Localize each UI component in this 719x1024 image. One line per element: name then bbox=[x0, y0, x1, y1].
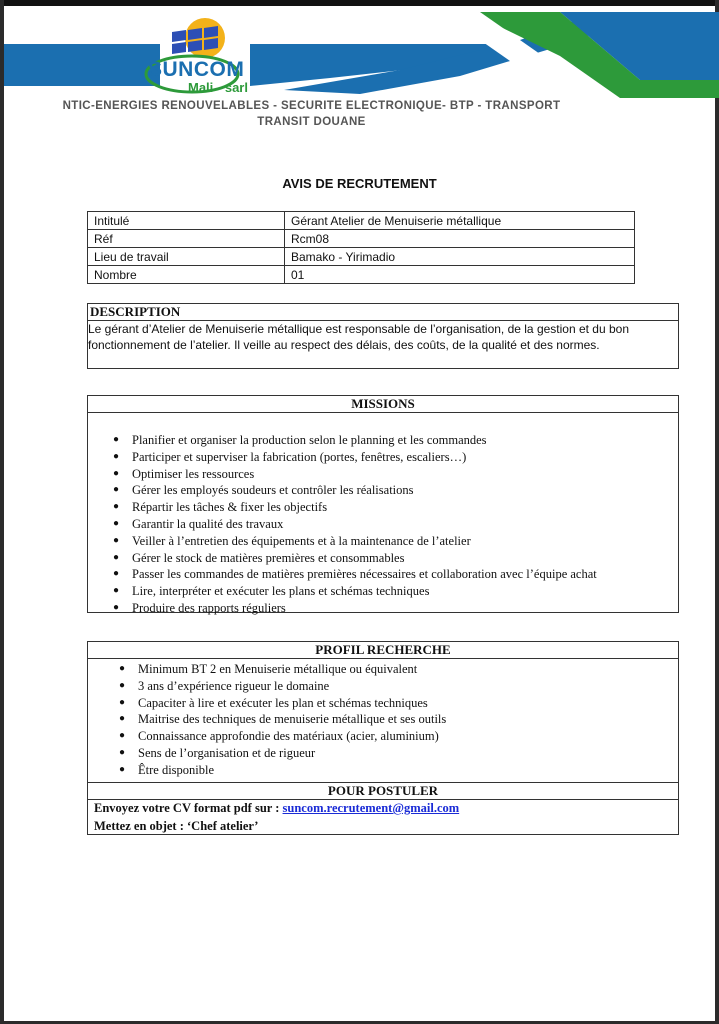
email-link[interactable]: suncom.recrutement@gmail.com bbox=[282, 801, 460, 815]
missions-section bbox=[87, 395, 679, 613]
description-text: Le gérant d’Atelier de Menuiserie métallique est responsable de l’organisation, de la gestion et du bon fonctionnement de l’atelier. Il veille au respect des délais, des coûts, de la qualité et des normes. bbox=[88, 322, 630, 352]
bullet-icon: ● bbox=[119, 663, 126, 674]
bullet-icon: ● bbox=[113, 551, 120, 563]
list-item: ● Produire des rapports réguliers bbox=[113, 600, 286, 615]
info-label: Réf bbox=[88, 230, 285, 248]
apply-heading: POUR POSTULER bbox=[88, 782, 678, 800]
info-value: Gérant Atelier de Menuiserie métallique bbox=[285, 212, 635, 230]
logo-wordmark: SUNCOM bbox=[148, 58, 245, 81]
list-item: ● Gérer les employés soudeurs et contrôler les réalisations bbox=[113, 483, 414, 498]
bullet-icon: ● bbox=[113, 517, 120, 529]
bullet-icon: ● bbox=[113, 534, 120, 546]
bullet-icon: ● bbox=[119, 746, 126, 758]
bullet-icon: ● bbox=[113, 467, 120, 479]
info-label: Intitulé bbox=[88, 212, 285, 230]
list-item: ● Minimum BT 2 en Menuiserie métallique ou équivalent bbox=[119, 662, 418, 676]
bullet-icon: ● bbox=[113, 434, 120, 445]
missions-list bbox=[113, 432, 597, 617]
list-item: ● Gérer le stock de matières premières et consommables bbox=[113, 550, 405, 565]
info-value: 01 bbox=[285, 266, 635, 284]
job-info-table bbox=[87, 211, 635, 284]
list-item: ● Lire, interpréter et exécuter les plans et schémas techniques bbox=[113, 584, 430, 599]
list-item: ● Passer les commandes de matières premières nécessaires et collaboration avec l’équipe achat bbox=[113, 567, 597, 582]
profile-list bbox=[119, 661, 447, 779]
info-value: Bamako - Yirimadio bbox=[285, 248, 635, 266]
info-label: Lieu de travail bbox=[88, 248, 285, 266]
info-label: Nombre bbox=[88, 266, 285, 284]
table-row bbox=[88, 248, 635, 266]
bullet-icon: ● bbox=[119, 679, 126, 691]
list-item: ● Garantir la qualité des travaux bbox=[113, 516, 284, 531]
bullet-icon: ● bbox=[113, 484, 120, 496]
list-item: ● Être disponible bbox=[119, 762, 215, 777]
table-row bbox=[88, 230, 635, 248]
right-border bbox=[715, 0, 719, 1024]
company-tagline: NTIC-ENERGIES RENOUVELABLES - SECURITE ELECTRONIQUE- BTP - TRANSPORT bbox=[62, 100, 561, 112]
list-item: ● Participer et superviser la fabrication (portes, fenêtres, escaliers…) bbox=[113, 449, 467, 464]
header-swoosh bbox=[0, 6, 719, 106]
list-item: ● Répartir les tâches & fixer les objectifs bbox=[113, 500, 328, 515]
bullet-icon: ● bbox=[113, 450, 120, 462]
missions-heading: MISSIONS bbox=[88, 396, 678, 413]
list-item: ● Sens de l’organisation et de rigueur bbox=[119, 745, 316, 760]
bullet-icon: ● bbox=[119, 763, 126, 775]
logo-subtitle: Mali - sarl bbox=[188, 80, 248, 95]
table-row bbox=[88, 212, 635, 230]
apply-instructions: Envoyez votre CV format pdf sur : suncom.recrutement@gmail.com bbox=[94, 801, 460, 815]
table-row bbox=[88, 266, 635, 284]
bullet-icon: ● bbox=[113, 585, 120, 597]
profile-heading: PROFIL RECHERCHE bbox=[88, 642, 678, 659]
bullet-icon: ● bbox=[113, 568, 120, 580]
bullet-icon: ● bbox=[119, 730, 126, 742]
profile-section bbox=[87, 641, 679, 835]
bullet-icon: ● bbox=[113, 601, 120, 613]
apply-subject: Mettez en objet : ‘Chef atelier’ bbox=[94, 819, 259, 833]
list-item: ● Capaciter à lire et exécuter les plan et schémas techniques bbox=[119, 695, 428, 710]
description-section bbox=[87, 303, 679, 369]
list-item: ● Maitrise des techniques de menuiserie métallique et ses outils bbox=[119, 712, 447, 727]
list-item: ● Connaissance approfondie des matériaux (acier, aluminium) bbox=[119, 729, 439, 744]
list-item: ● Optimiser les ressources bbox=[113, 466, 255, 481]
left-border bbox=[0, 0, 4, 1024]
list-item: ● Veiller à l’entretien des équipements et à la maintenance de l’atelier bbox=[113, 533, 471, 548]
description-heading: DESCRIPTION bbox=[88, 304, 678, 321]
info-value: Rcm08 bbox=[285, 230, 635, 248]
bullet-icon: ● bbox=[119, 696, 126, 708]
list-item: ● 3 ans d’expérience rigueur le domaine bbox=[119, 678, 330, 693]
page-title: AVIS DE RECRUTEMENT bbox=[282, 176, 437, 191]
bullet-icon: ● bbox=[119, 713, 126, 725]
bullet-icon: ● bbox=[113, 501, 120, 513]
list-item: ● Planifier et organiser la production selon le planning et les commandes bbox=[113, 433, 487, 447]
company-tagline-2: TRANSIT DOUANE bbox=[257, 116, 366, 128]
